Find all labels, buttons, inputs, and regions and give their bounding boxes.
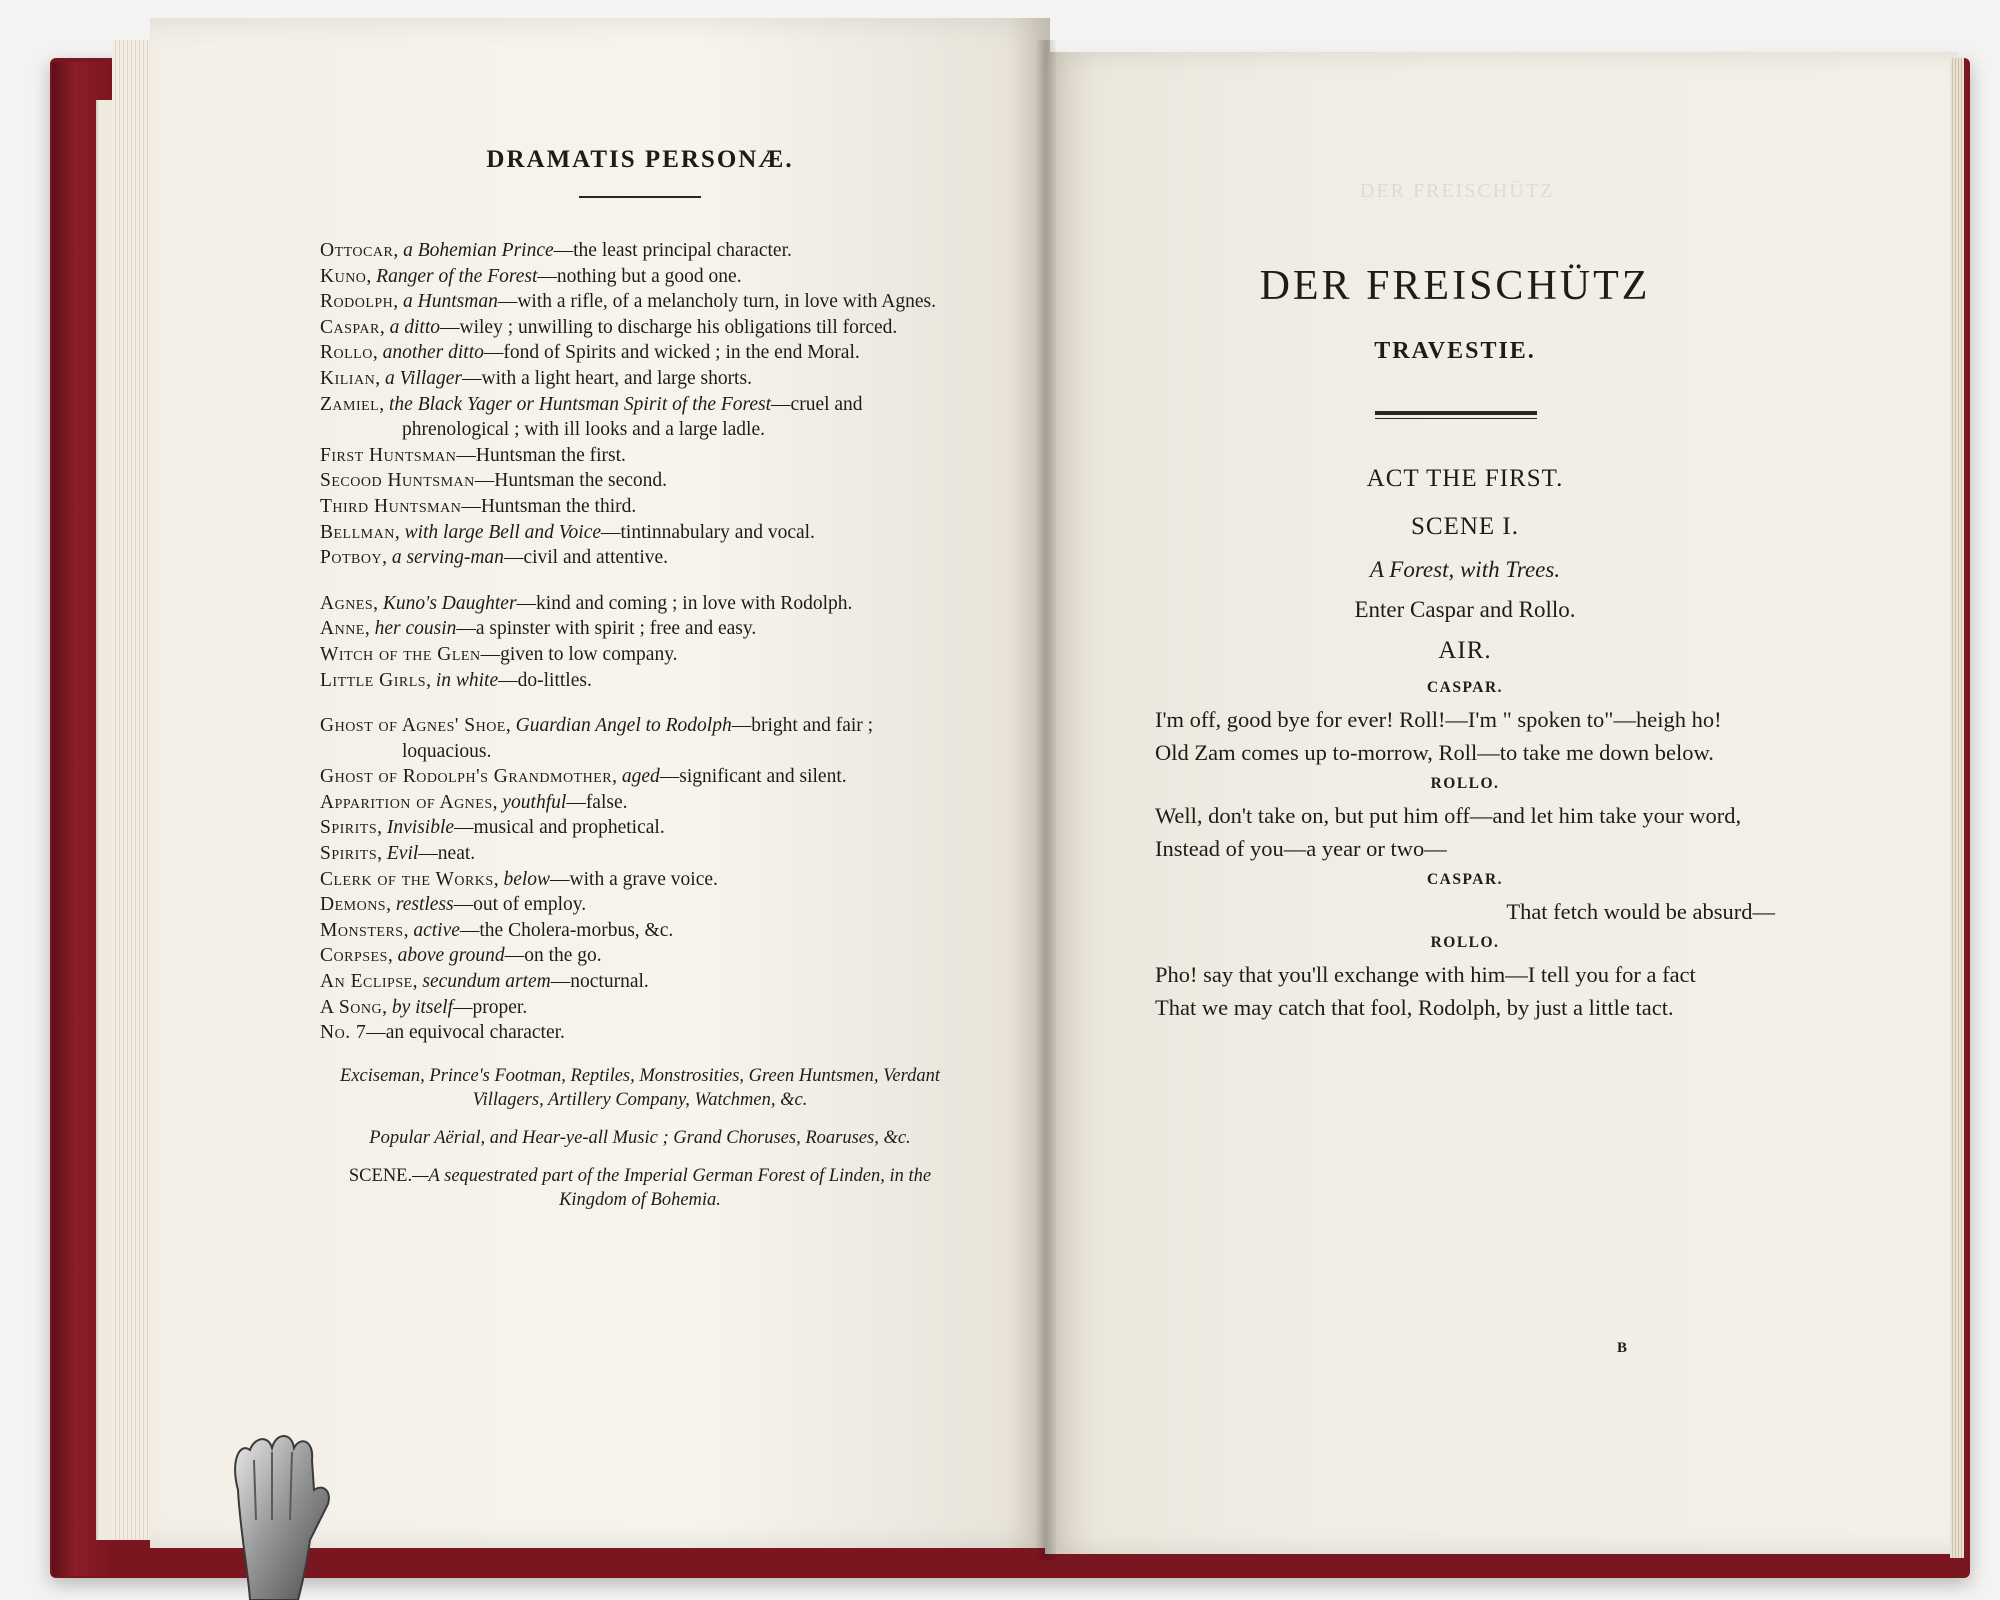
dialogue-line: That fetch would be absurd— — [1506, 899, 1775, 924]
scene-note: SCENE.—A sequestrated part of the Imperial German Forest of Linden, in the Kingdom of Bohemia. — [348, 1165, 932, 1210]
book-gutter — [1036, 40, 1056, 1560]
dialogue-line: Well, don't take on, but put him off—and let him take your word, — [1155, 803, 1742, 828]
character-list — [320, 591, 960, 693]
speaker-label: ROLLO. — [1430, 775, 1500, 792]
play-subtitle: TRAVESTIE. — [1374, 338, 1536, 364]
character-entry: Secood Huntsman—Huntsman the second. — [320, 470, 668, 492]
extras-note: Exciseman, Prince's Footman, Reptiles, Monstrosities, Green Huntsmen, Verdant Villagers, Artillery Company, Watchmen, &c. — [340, 1065, 940, 1110]
play-opening — [1155, 262, 1775, 1024]
speaker-label: CASPAR. — [1426, 871, 1504, 888]
character-entry: Ottocar, a Bohemian Prince—the least principal character. — [320, 240, 792, 261]
character-entry: Clerk of the Works, below—with a grave voice. — [320, 868, 718, 890]
character-entry: Zamiel, the Black Yager or Huntsman Spirit of the Forest—cruel and phrenological ; with ill looks and a large ladle. — [320, 393, 863, 441]
character-entry: Kuno, Ranger of the Forest—nothing but a good one. — [320, 265, 742, 287]
character-entry: Caspar, a ditto—wiley ; unwilling to discharge his obligations till forced. — [320, 316, 898, 338]
dialogue-line: Pho! say that you'll exchange with him—I tell you for a fact — [1155, 962, 1696, 987]
character-entry: Third Huntsman—Huntsman the third. — [320, 495, 637, 517]
character-entry: Potboy, a serving-man—civil and attentive. — [320, 547, 669, 569]
heading-rule — [579, 196, 701, 198]
dialogue-line: That we may catch that fool, Rodolph, by just a little tact. — [1155, 995, 1674, 1020]
character-entry: Ghost of Rodolph's Grandmother, aged—significant and silent. — [320, 766, 847, 788]
setting-direction: A Forest, with Trees. — [1369, 557, 1561, 582]
character-entry: First Huntsman—Huntsman the first. — [320, 444, 626, 466]
dialogue — [1155, 679, 1775, 1024]
scene-heading: SCENE I. — [1411, 513, 1519, 540]
character-entry: Ghost of Agnes' Shoe, Guardian Angel to Rodolph—bright and fair ; loquacious. — [320, 715, 874, 762]
character-entry: Little Girls, in white—do-littles. — [320, 669, 592, 691]
character-entry: Corpses, above ground—on the go. — [320, 945, 602, 967]
character-entry: Demons, restless—out of employ. — [320, 894, 587, 916]
character-entry: Rodolph, a Huntsman—with a rifle, of a melancholy turn, in love with Agnes. — [320, 291, 936, 313]
title-rule — [1375, 411, 1537, 419]
character-entry: Agnes, Kuno's Daughter—kind and coming ; in love with Rodolph. — [320, 592, 853, 614]
dialogue-line: Old Zam comes up to-morrow, Roll—to take me down below. — [1155, 740, 1714, 765]
silver-hand-bookmark-icon — [210, 1420, 350, 1600]
entrance-direction: Enter Caspar and Rollo. — [1354, 597, 1576, 622]
right-page-edge — [1950, 58, 1964, 1558]
page-heading: DRAMATIS PERSONÆ. — [486, 146, 794, 173]
music-note: Popular Aërial, and Hear-ye-all Music ; Grand Choruses, Roaruses, &c. — [369, 1127, 911, 1148]
show-through-text: DER FREISCHÜTZ — [1360, 180, 1555, 202]
dialogue-line: I'm off, good bye for ever! Roll!—I'm " spoken to"—heigh ho! — [1155, 707, 1722, 732]
air-heading: AIR. — [1438, 637, 1492, 664]
character-list — [320, 238, 960, 571]
dramatis-personae — [320, 140, 960, 1226]
speaker-label: ROLLO. — [1430, 934, 1500, 951]
signature-mark: B — [1617, 1340, 1628, 1356]
act-heading: ACT THE FIRST. — [1366, 465, 1564, 492]
character-entry: Rollo, another ditto—fond of Spirits and wicked ; in the end Moral. — [320, 342, 860, 364]
character-entry: Witch of the Glen—given to low company. — [320, 643, 678, 665]
character-entry: Anne, her cousin—a spinster with spirit ; free and easy. — [320, 618, 757, 640]
character-entry: Bellman, with large Bell and Voice—tintinnabulary and vocal. — [320, 521, 815, 543]
character-entry: No. 7—an equivocal character. — [320, 1022, 565, 1044]
speaker-label: CASPAR. — [1426, 679, 1504, 696]
character-entry: Monsters, active—the Cholera-morbus, &c. — [320, 919, 674, 941]
character-entry: Kilian, a Villager—with a light heart, and large shorts. — [320, 367, 752, 389]
character-entry: An Eclipse, secundum artem—nocturnal. — [320, 971, 649, 993]
character-entry: Spirits, Invisible—musical and prophetical. — [320, 817, 665, 839]
cast-notes — [320, 1064, 960, 1212]
character-entry: Spirits, Evil—neat. — [320, 843, 476, 865]
dialogue-line: Instead of you—a year or two— — [1155, 836, 1447, 861]
play-title: DER FREISCHÜTZ — [1259, 263, 1651, 309]
character-entry: A Song, by itself—proper. — [320, 996, 528, 1018]
character-entry: Apparition of Agnes, youthful—false. — [320, 791, 628, 813]
character-list — [320, 713, 960, 1046]
